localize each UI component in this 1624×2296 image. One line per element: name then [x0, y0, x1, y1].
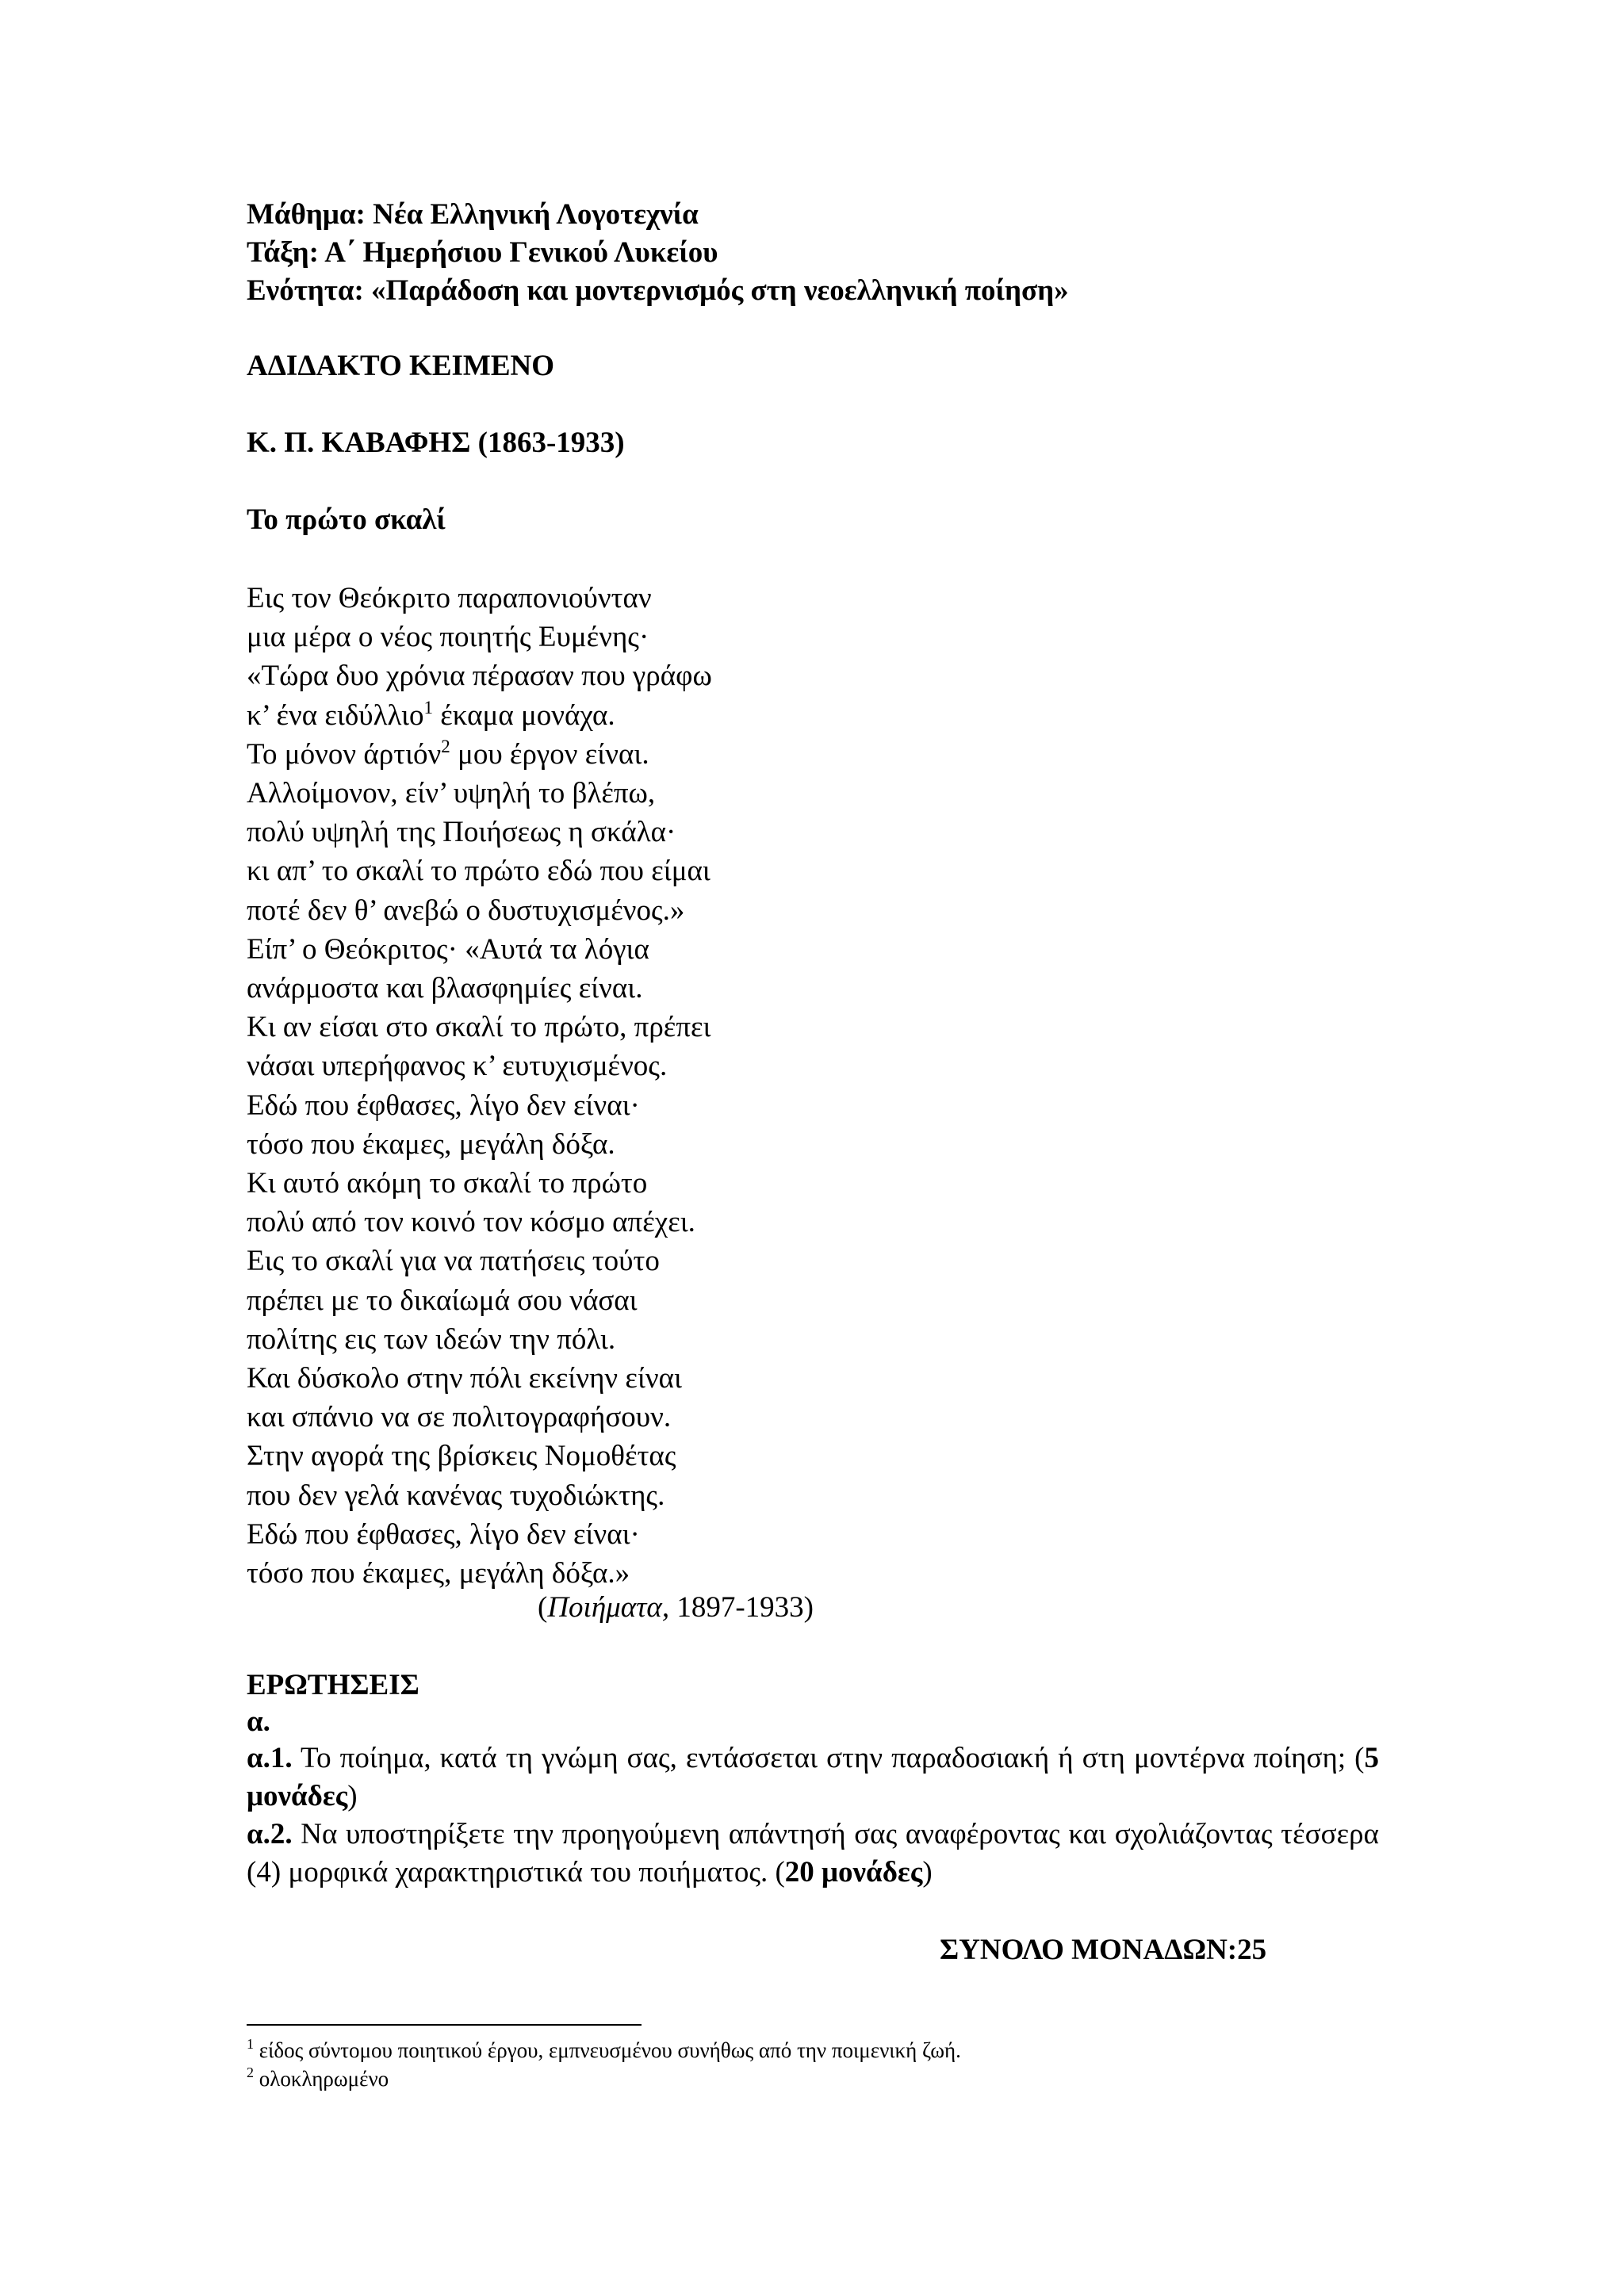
poem-line-text: Εδώ που έφθασες, λίγο δεν είναι· — [247, 1089, 640, 1122]
poem-line — [247, 1203, 712, 1242]
section-title: ΑΔΙΔΑΚΤΟ ΚΕΙΜΕΝΟ — [247, 350, 555, 382]
total-points: ΣΥΝΟΛΟ ΜΟΝΑΔΩΝ:25 — [940, 1934, 1267, 1966]
poem-line — [247, 1515, 712, 1554]
poem-line — [247, 774, 712, 813]
poem-line — [247, 851, 712, 890]
poem-line-text: ανάρμοστα και βλασφημίες είναι. — [247, 972, 643, 1005]
poem-line — [247, 969, 712, 1008]
subject-line: Μάθημα: Νέα Ελληνική Λογοτεχνία — [247, 198, 699, 231]
poem-line — [247, 1320, 712, 1359]
source-years: 1897-1933) — [669, 1591, 814, 1624]
question-a1 — [247, 1739, 1379, 1816]
grade-line: Τάξη: Α΄ Ημερήσιου Γενικού Λυκείου — [247, 236, 718, 269]
question-a2-text: Να υποστηρίξετε την προηγούμενη απάντησή σας αναφέροντας και σχολιάζοντας τέσσερα (4) μορφικά χαρακτηριστικά του ποιήματος. ( — [247, 1818, 1379, 1888]
poem-line — [247, 618, 712, 656]
poem-line-text: ποτέ δεν θ’ ανεβώ ο δυστυχισμένος.» — [247, 894, 685, 927]
poem-line — [247, 1008, 712, 1047]
poem-line-text: Στην αγορά της βρίσκεις Νομοθέτας — [247, 1440, 676, 1473]
poem-line-text: που δεν γελά κανένας τυχοδιώκτης. — [247, 1479, 665, 1512]
poem-line-text: Κι αυτό ακόμη το σκαλί το πρώτο — [247, 1167, 648, 1200]
poem-line-text: Αλλοίμονον, είν’ υψηλή το βλέπω, — [247, 777, 656, 810]
poem-line-text: Είπ’ ο Θεόκριτος· «Αυτά τα λόγια — [247, 932, 649, 966]
poem-line — [247, 656, 712, 695]
poem-line — [247, 813, 712, 851]
questions-heading: ΕΡΩΤΗΣΕΙΣ — [247, 1669, 419, 1701]
poem-line-text: κι απ’ το σκαλί το πρώτο εδώ που είμαι — [247, 855, 710, 888]
poem-source — [538, 1590, 814, 1624]
poem-line-text-continued: μου έργον είναι. — [450, 737, 649, 771]
unit-line: Ενότητα: «Παράδοση και μοντερνισμός στη νεοελληνική ποίηση» — [247, 274, 1069, 307]
poem-line — [247, 1359, 712, 1398]
footnote-2 — [247, 2064, 961, 2093]
poem-title: Το πρώτο σκαλί — [247, 503, 446, 536]
footnote-reference: 1 — [423, 697, 433, 718]
question-a1-text: Το ποίημα, κατά τη γνώμη σας, εντάσσεται στην παραδοσιακή ή στη μοντέρνα ποίηση; ( — [292, 1742, 1365, 1774]
poem-line — [247, 696, 712, 735]
question-a1-points: 5 μονάδες — [247, 1742, 1379, 1812]
question-a2-points: 20 μονάδες — [784, 1856, 923, 1888]
poem-line-text: τόσο που έκαμες, μεγάλη δόξα.» — [247, 1557, 630, 1590]
poem-line — [247, 891, 712, 930]
footnote-reference: 2 — [441, 736, 450, 756]
poem-line-text: και σπάνιο να σε πολιτογραφήσουν. — [247, 1401, 672, 1434]
poem-line-text: πολύ υψηλή της Ποιήσεως η σκάλα· — [247, 816, 676, 849]
footnote-1-mark: 1 — [247, 2036, 254, 2052]
poem-line-text: πολύ από τον κοινό τον κόσμο απέχει. — [247, 1206, 695, 1239]
footnote-2-mark: 2 — [247, 2064, 254, 2080]
poem-line — [247, 1398, 712, 1437]
footnote-2-text: ολοκληρωμένο — [254, 2067, 389, 2091]
poem-line-text: νάσαι υπερήφανος κ’ ευτυχισμένος. — [247, 1050, 668, 1083]
poem-line-text-continued: έκαμα μονάχα. — [433, 698, 615, 732]
poem-line-text: Κι αν είσαι στο σκαλί το πρώτο, πρέπει — [247, 1011, 711, 1044]
footnote-1 — [247, 2036, 961, 2064]
poem-line-text: Το μόνον άρτιόν — [247, 737, 442, 771]
poem-line — [247, 1281, 712, 1320]
poem-line — [247, 1437, 712, 1475]
poem-line — [247, 1086, 712, 1125]
footnote-divider — [247, 2024, 642, 2026]
question-a1-close: ) — [347, 1780, 358, 1812]
question-a2-label: α.2. — [247, 1818, 293, 1850]
poem-line-text: κ’ ένα ειδύλλιο — [247, 698, 424, 732]
poem-line-text: «Τώρα δυο χρόνια πέρασαν που γράφω — [247, 660, 712, 693]
poem-line — [247, 579, 712, 618]
author-heading: Κ. Π. ΚΑΒΑΦΗΣ (1863-1933) — [247, 427, 625, 459]
poem-line-text: Και δύσκολο στην πόλι εκείνην είναι — [247, 1362, 682, 1395]
header-block — [247, 196, 1069, 310]
poem-line-text: Εις τον Θεόκριτο παραπονιούνταν — [247, 582, 652, 614]
poem-line-text: μια μέρα ο νέος ποιητής Ευμένης· — [247, 621, 649, 654]
poem-line-text: πολίτης εις των ιδεών την πόλι. — [247, 1322, 616, 1356]
question-a2 — [247, 1816, 1379, 1892]
questions-part: α. — [247, 1705, 270, 1738]
poem-line-text: τόσο που έκαμες, μεγάλη δόξα. — [247, 1127, 615, 1161]
poem-body — [247, 579, 712, 1593]
question-a2-close: ) — [922, 1856, 933, 1888]
poem-line — [247, 1242, 712, 1280]
footnotes — [247, 2036, 961, 2093]
poem-line — [247, 930, 712, 969]
poem-line — [247, 1047, 712, 1085]
footnote-1-text: είδος σύντομου ποιητικού έργου, εμπνευσμένου συνήθως από την ποιμενική ζωή. — [254, 2038, 961, 2062]
poem-line-text: πρέπει με το δικαίωμά σου νάσαι — [247, 1284, 638, 1317]
poem-line — [247, 735, 712, 774]
source-collection: Ποιήματα, — [547, 1591, 670, 1624]
poem-line — [247, 1125, 712, 1164]
poem-line — [247, 1476, 712, 1515]
poem-line — [247, 1554, 712, 1593]
poem-line — [247, 1164, 712, 1203]
question-a1-label: α.1. — [247, 1742, 293, 1774]
source-open: ( — [538, 1591, 548, 1624]
poem-line-text: Εδώ που έφθασες, λίγο δεν είναι· — [247, 1517, 640, 1551]
poem-line-text: Εις το σκαλί για να πατήσεις τούτο — [247, 1245, 660, 1278]
